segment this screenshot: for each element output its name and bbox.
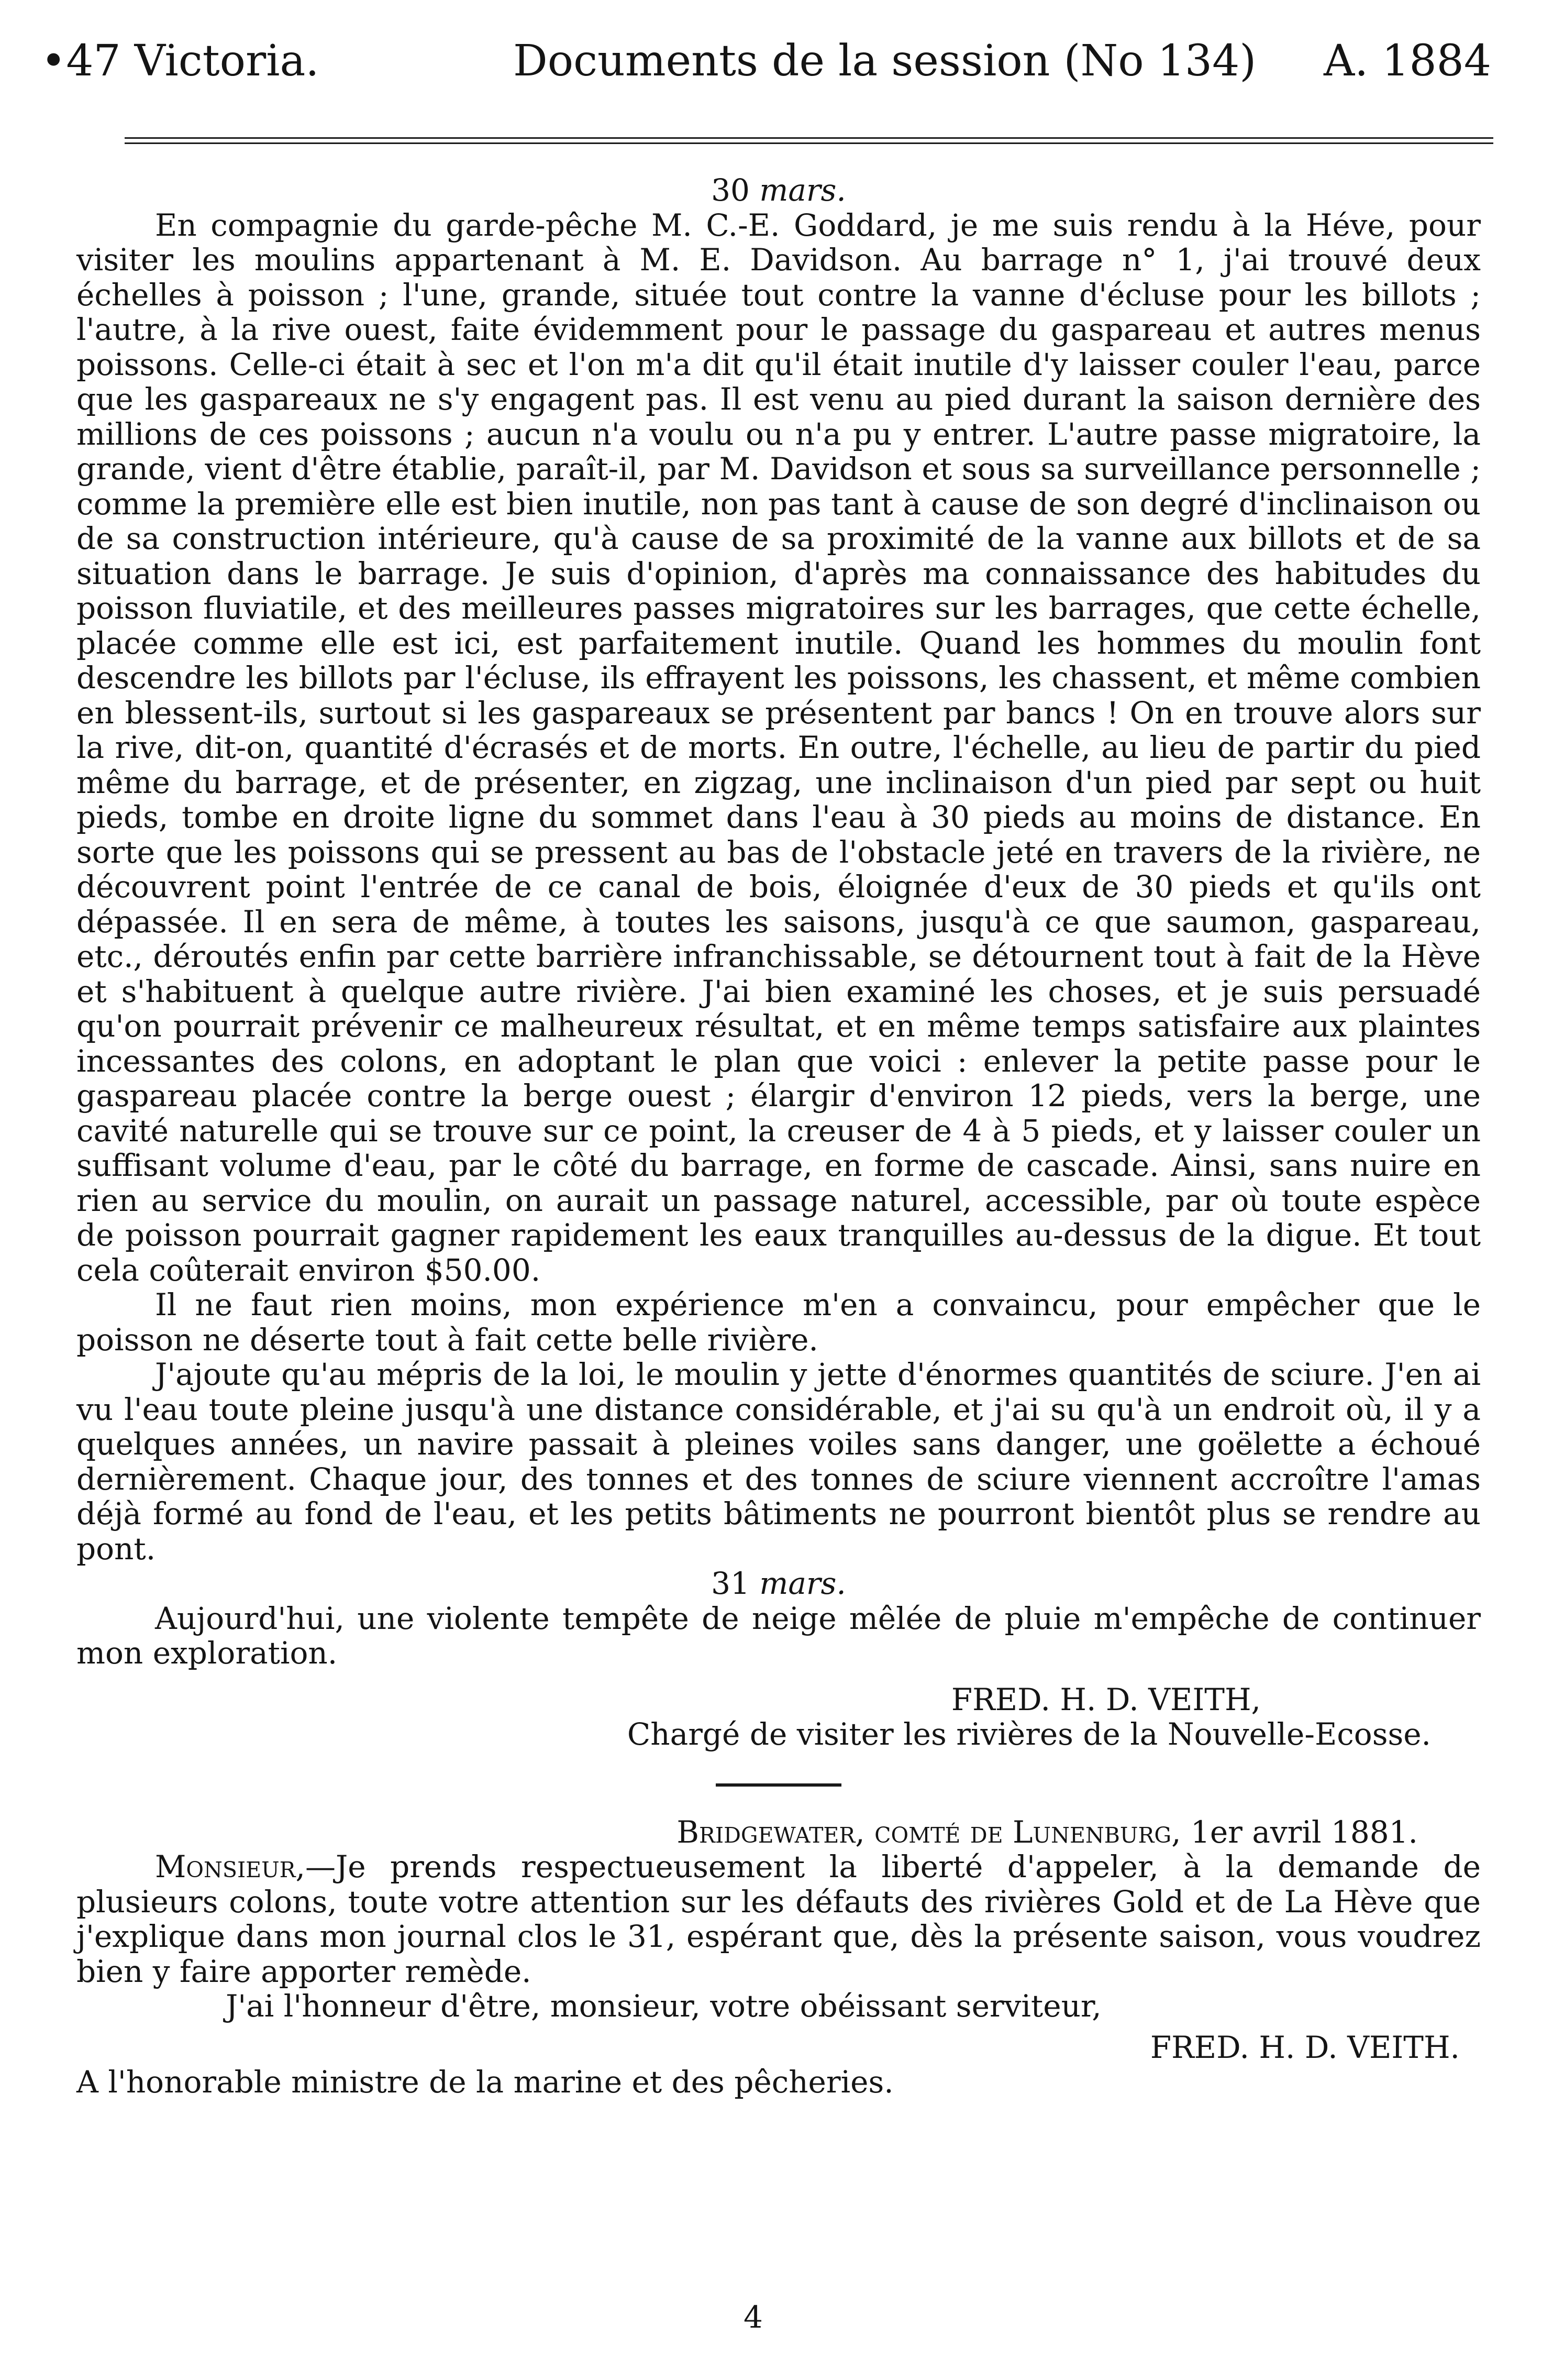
header-title: Documents de la session (No 134): [513, 36, 1257, 86]
page-number: 4: [744, 2299, 763, 2335]
report-paragraph-4: Aujourd'hui, une violente tempête de neige mêlée de pluie m'empêche de continuer mon exploration.: [76, 1600, 1481, 1671]
entry-date-month: mars.: [759, 172, 846, 208]
header-volume: •47 Victoria.: [41, 36, 319, 86]
signature-name: FRED. H. D. VEITH,: [951, 1681, 1261, 1717]
header-year: A. 1884: [1323, 36, 1491, 86]
section-divider: [716, 1783, 841, 1787]
letter-closing: J'ai l'honneur d'être, monsieur, votre obéissant serviteur,: [226, 1988, 1102, 2024]
letter-signature: FRED. H. D. VEITH.: [1150, 2029, 1460, 2065]
report-paragraph-1: En compagnie du garde-pêche M. C.-E. Goddard, je me suis rendu à la Héve, pour visiter les moulins appartenant à M. E. Davidson. Au barrage n° 1, j'ai trouvé deux échelles à poisson ; l'une, grande, située tout contre la vanne d'écluse pour les billots ; l'autre, à la rive ouest, faite évidemment pour le passage du gaspareau et autres menus poissons. Celle-ci était à sec et l'on m'a dit qu'il était inutile d'y laisser couler l'eau, parce que les gaspareaux ne s'y engagent pas. Il est venu au pied durant la saison dernière des millions de ces poissons ; aucun n'a voulu ou n'a pu y entrer. L'autre passe migratoire, la grande, vient d'être établie, paraît-il, par M. Davidson et sous sa surveillance personnelle ; comme la première elle est bien inutile, non pas tant à cause de son degré d'inclinaison ou de sa construction intérieure, qu'à cause de sa proximité de la vanne aux billots et de sa situation dans le barrage. Je suis d'opinion, d'après ma connaissance des habitudes du poisson fluviatile, et des meilleures passes migratoires sur les barrages, que cette échelle, placée comme elle est ici, est parfaitement inutile. Quand les hommes du moulin font descendre les billots par l'écluse, ils effrayent les poissons, les chassent, et même combien en blessent-ils, surtout si les gaspareaux se présentent par bancs ! On en trouve alors sur la rive, dit-on, quantité d'écrasés et de morts. En outre, l'échelle, au lieu de partir du pied même du barrage, et de présenter, en zigzag, une inclinaison d'un pied par sept ou huit pieds, tombe en droite ligne du sommet dans l'eau à 30 pieds au moins de distance. En sorte que les poissons qui se pressent au bas de l'obstacle jeté en travers de la rivière, ne découvrent point l'entrée de ce canal de bois, éloignée d'eux de 30 pieds et qu'ils ont dépassée. Il en sera de même, à toutes les saisons, jusqu'à ce que saumon, gaspareau, etc., déroutés enfin par cette barrière infranchissable, se détournent tout à fait de la Hève et s'habituent à quelque autre rivière. J'ai bien examiné les choses, et je suis persuadé qu'on pourrait prévenir ce malheureux résultat, et en même temps satisfaire aux plaintes incessantes des colons, en adoptant le plan que voici : enlever la petite passe pour le gaspareau placée contre la berge ouest ; élargir d'environ 12 pieds, vers la berge, une cavité naturelle qui se trouve sur ce point, la creuser de 4 à 5 pieds, et y laisser couler un suffisant volume d'eau, par le côté du barrage, en forme de cascade. Ainsi, sans nuire en rien au service du moulin, on aurait un passage naturel, accessible, par où toute espèce de poisson pourrait gagner rapidement les eaux tranquilles au-dessus de la digue. Et tout cela coûterait environ $50.00.: [76, 207, 1481, 1288]
page-header: [0, 32, 1553, 90]
letter-place: Bridgewater, comté de Lunenburg,: [676, 1814, 1181, 1850]
letter-body-text: —Je prends respectueusement la liberté d'appeler, à la demande de plusieurs colons, toute votre attention sur les défauts des rivières Gold et de La Hève que j'explique dans mon journal clos le 31, espérant que, dès la présente saison, vous voudrez bien y faire apporter remède.: [76, 1849, 1481, 1989]
entry-date-number: 31: [711, 1566, 750, 1601]
letter-addressee: A l'honorable ministre de la marine et des pêcheries.: [76, 2064, 894, 2100]
report-paragraph-2: Il ne faut rien moins, mon expérience m'en a convaincu, pour empêcher que le poisson ne déserte tout à fait cette belle rivière.: [76, 1287, 1481, 1358]
report-paragraph-3: J'ajoute qu'au mépris de la loi, le moulin y jette d'énormes quantités de sciure. J'en ai vu l'eau toute pleine jusqu'à une distance considérable, et j'ai su qu'à un endroit où, il y a quelques années, un navire passait à pleines voiles sans danger, une goëlette a échoué dernièrement. Chaque jour, des tonnes et des tonnes de sciure viennent accroître l'amas déjà formé au fond de l'eau, et les petits bâtiments ne pourront bientôt plus se rendre au pont.: [76, 1357, 1481, 1567]
entry-date-month: mars.: [759, 1566, 846, 1601]
letter-body: [76, 1849, 1481, 1989]
letter-salutation: Monsieur,: [155, 1849, 305, 1885]
header-rule-bottom: [125, 142, 1493, 144]
document-body: [76, 173, 1481, 2100]
header-rule-top: [125, 137, 1493, 139]
entry-date-number: 30: [711, 172, 750, 208]
letter-date: 1er avril 1881.: [1190, 1814, 1418, 1850]
letter-place-date: [76, 1815, 1481, 1850]
signature-title: Chargé de visiter les rivières de la Nouvelle-Ecosse.: [627, 1716, 1431, 1752]
entry-date-31-mars: [76, 1566, 1481, 1601]
entry-date-30-mars: [76, 173, 1481, 208]
